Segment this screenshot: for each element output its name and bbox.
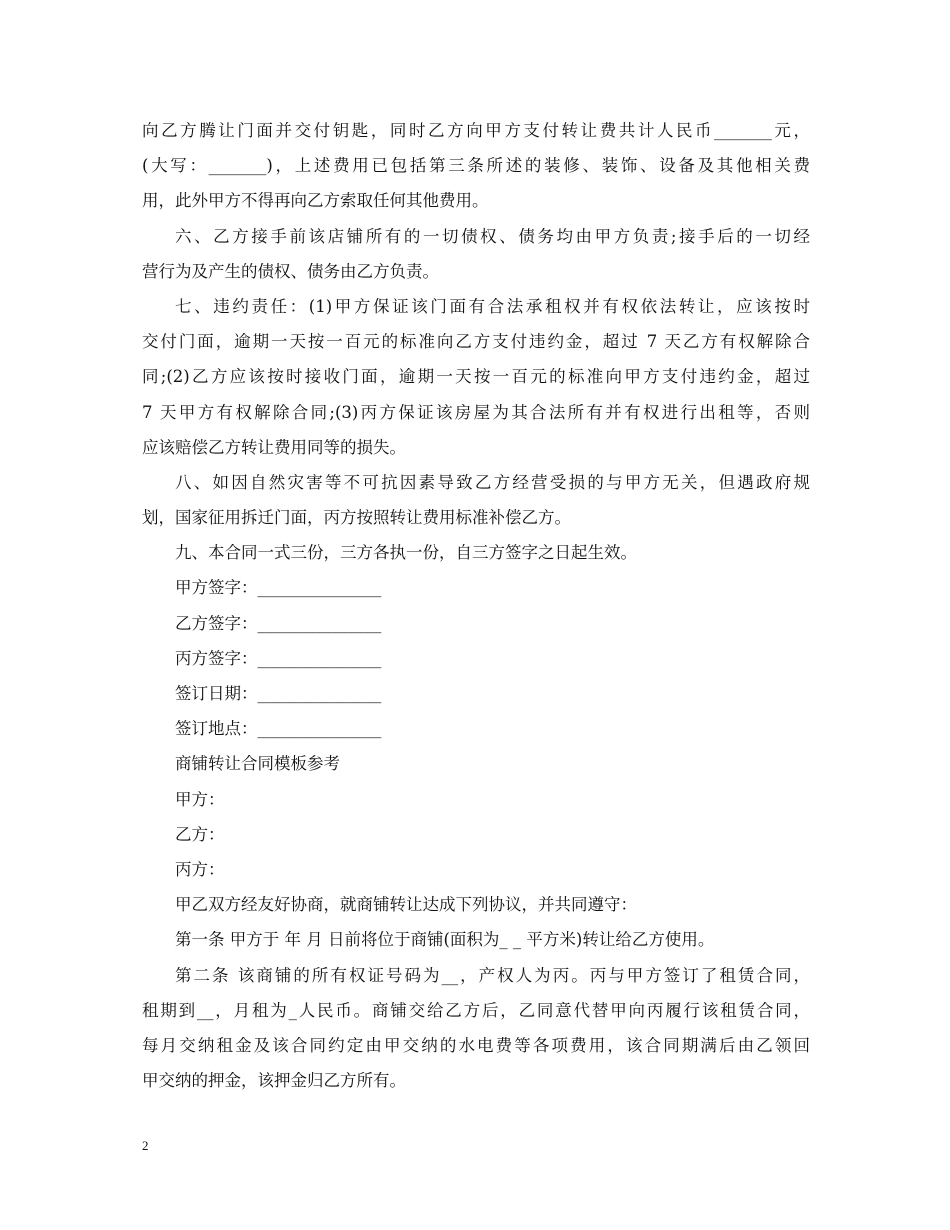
text-line: 甲方： xyxy=(175,789,225,809)
text-line: 六、乙方接手前该店铺所有的一切债权、债务均由甲方负责;接手后的一切经 xyxy=(175,226,810,246)
text-line: 八、如因自然灾害等不可抗因素导致乙方经营受损的与甲方无关，但遇政府规 xyxy=(175,472,810,492)
document-body xyxy=(142,113,810,1098)
text-line: 甲交纳的押金，该押金归乙方所有。 xyxy=(142,1071,406,1091)
text-line: 甲乙双方经友好协商，就商铺转让达成下列协议，并共同遵守： xyxy=(175,895,637,915)
text-line: 商铺转让合同模板参考 xyxy=(175,754,340,774)
text-line: 向乙方腾让门面并交付钥匙，同时乙方向甲方支付转让费共计人民币_______元， xyxy=(142,121,810,140)
text-line: 每月交纳租金及该合同约定由甲交纳的水电费等各项费用，该合同期满后由乙领回 xyxy=(142,1035,810,1055)
text-line: (大写：_______)，上述费用已包括第三条所述的装修、装饰、设备及其他相关费 xyxy=(142,156,810,176)
page-number: 2 xyxy=(142,1138,149,1153)
text-line: 交付门面，逾期一天按一百元的标准向乙方支付违约金，超过 7 天乙方有权解除合 xyxy=(142,332,810,352)
text-line: 同;(2)乙方应该按时接收门面，逾期一天按一百元的标准向甲方支付违约金，超过 xyxy=(142,367,810,387)
text-line: 营行为及产生的债权、债务由乙方负责。 xyxy=(142,261,439,281)
text-line: 应该赔偿乙方转让费用同等的损失。 xyxy=(142,437,406,457)
text-line: 丙方签字：_______________ xyxy=(175,648,382,668)
text-line: 七、违约责任：(1)甲方保证该门面有合法承租权并有权依法转让，应该按时 xyxy=(175,296,810,316)
text-line: 签订地点：_______________ xyxy=(175,719,382,739)
text-line: 划，国家征用拆迁门面，丙方按照转让费用标准补偿乙方。 xyxy=(142,508,571,528)
text-line: 签订日期：_______________ xyxy=(175,684,382,703)
text-line: 乙方： xyxy=(175,824,225,844)
text-line: 第一条 甲方于 年 月 日前将位于商铺(面积为_ _ 平方米)转让给乙方使用。 xyxy=(175,930,715,950)
text-line: 九、本合同一式三份，三方各执一份，自三方签字之日起生效。 xyxy=(175,543,637,563)
text-line: 租期到__，月租为_人民币。商铺交给乙方后，乙同意代替甲向丙履行该租赁合同， xyxy=(142,1000,810,1020)
text-line: 7 天甲方有权解除合同;(3)丙方保证该房屋为其合法所有并有权进行出租等，否则 xyxy=(142,402,810,422)
text-line: 第二条 该商铺的所有权证号码为__，产权人为丙。丙与甲方签订了租赁合同， xyxy=(175,965,810,985)
text-line: 甲方签字：_______________ xyxy=(175,578,382,598)
text-line: 乙方签字：_______________ xyxy=(175,613,382,633)
text-line: 用，此外甲方不得再向乙方索取任何其他费用。 xyxy=(142,191,489,211)
text-line: 丙方： xyxy=(175,859,225,879)
